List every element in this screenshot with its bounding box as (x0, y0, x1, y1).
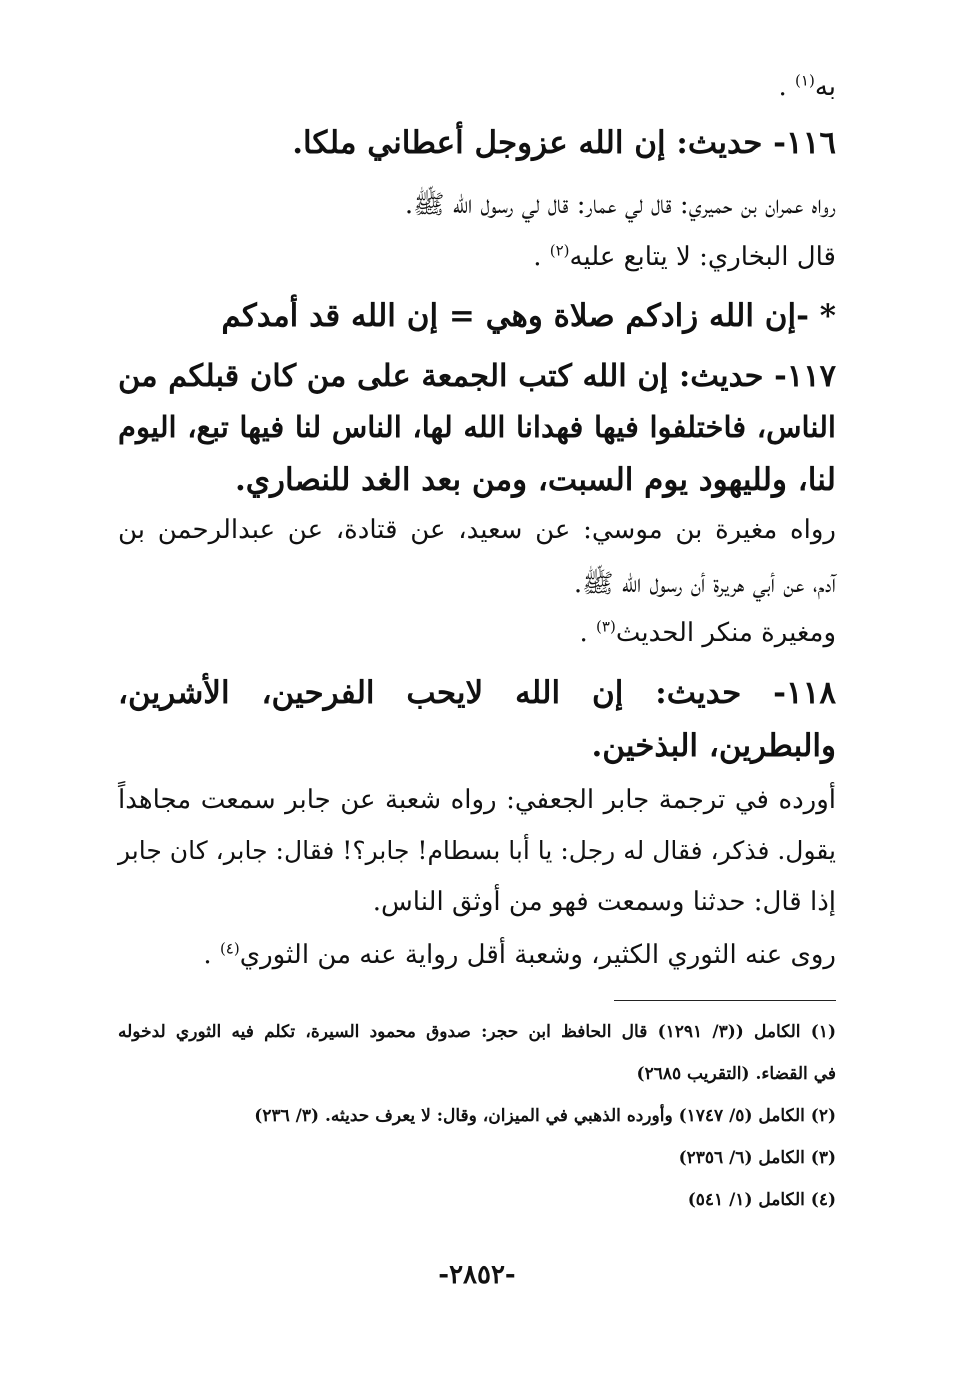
hadith-116-bukhari-note: قال البخاري: لا يتابع عليه$^{(٢)}$ . (533, 241, 836, 272)
footnote-ref-2[interactable]: (٢) (549, 241, 570, 260)
hadith-116-narration: رواه عمران بن حميري: قال لي عمار: قال لي رسول الله ﷺ. (404, 190, 836, 220)
footnote-1-line-1: (١) الكامل ((٣/ ١٢٩١) قال الحافظ ابن حجر: صدوق محمود السيرة، تكلم فيه الثوري لدخوله (118, 1022, 836, 1042)
hadith-117-narration-line-2: آدم، عن أبي هريرة أن رسول الله ﷺ. (573, 569, 836, 599)
footnote-4: (٤) الكامل (١/ ٥٤١) (687, 1190, 836, 1210)
hadith-117-narration-line-1: رواه مغيرة بن موسي: عن سعيد، عن قتادة، عن عبدالرحمن بن (118, 515, 836, 545)
hadith-117-grading: ومغيرة منكر الحديث$^{(٣)}$ . (579, 617, 836, 648)
hadith-118-heading-line-2: والبطرين، البذخين. (591, 728, 836, 764)
footnote-ref-3[interactable]: (٣) (596, 617, 616, 636)
footnote-ref-4[interactable]: (٤) (219, 939, 240, 958)
hadith-116-heading: ١١٦- حديث: إن الله عزوجل أعطاني ملكا. (292, 125, 836, 161)
footnote-3: (٣) الكامل (٦/ ٢٣٥٦) (678, 1148, 836, 1168)
page-number: -٢٨٥٢- (438, 1260, 516, 1290)
line-continuation: به$^{(١)}$ . (778, 71, 836, 102)
hadith-118-heading-line-1: ١١٨- حديث: إن الله لايحب الفرحين، الأشرين، (118, 675, 836, 711)
footnote-1-line-2: في القضاء. (التقريب ٢٦٨٥) (636, 1064, 836, 1084)
cross-reference-line: * -إن الله زادكم صلاة وهي = إن الله قد أمدكم (221, 298, 836, 334)
hadith-117-heading-line-2: الناس، فاختلفوا فيها فهدانا الله لها، الناس لنا فيها تبع، اليوم (118, 410, 836, 444)
hadith-117-heading-line-1: ١١٧- حديث: إن الله كتب الجمعة على من كان قبلكم من (118, 358, 836, 394)
hadith-118-narration-line-1: أورده في ترجمة جابر الجعفي: رواه شعبة عن جابر سمعت مجاهداً (118, 785, 836, 815)
footnote-divider (614, 1000, 836, 1001)
hadith-117-heading-line-3: لنا، ولليهود يوم السبت، ومن بعد الغد للنصاري. (234, 462, 836, 498)
footnote-2: (٢) الكامل (٥/ ١٧٤٧) وأورده الذهبي في الميزان، وقال: لا يعرف حديثه. (٣/ ٢٣٦) (254, 1106, 836, 1126)
footnote-ref-1[interactable]: (١) (795, 71, 815, 90)
hadith-118-narration-line-3: إذا قال: حدثنا وسمعت فهو من أوثق الناس. (372, 887, 836, 917)
hadith-118-narration-line-4: روى عنه الثوري الكثير، وشعبة أقل رواية عنه من الثوري$^{(٤)}$ . (203, 939, 836, 970)
hadith-118-narration-line-2: يقول. فذكر، فقال له رجل: يا أبا بسطام! جابر؟! فقال: جابر، كان جابر (118, 836, 836, 865)
